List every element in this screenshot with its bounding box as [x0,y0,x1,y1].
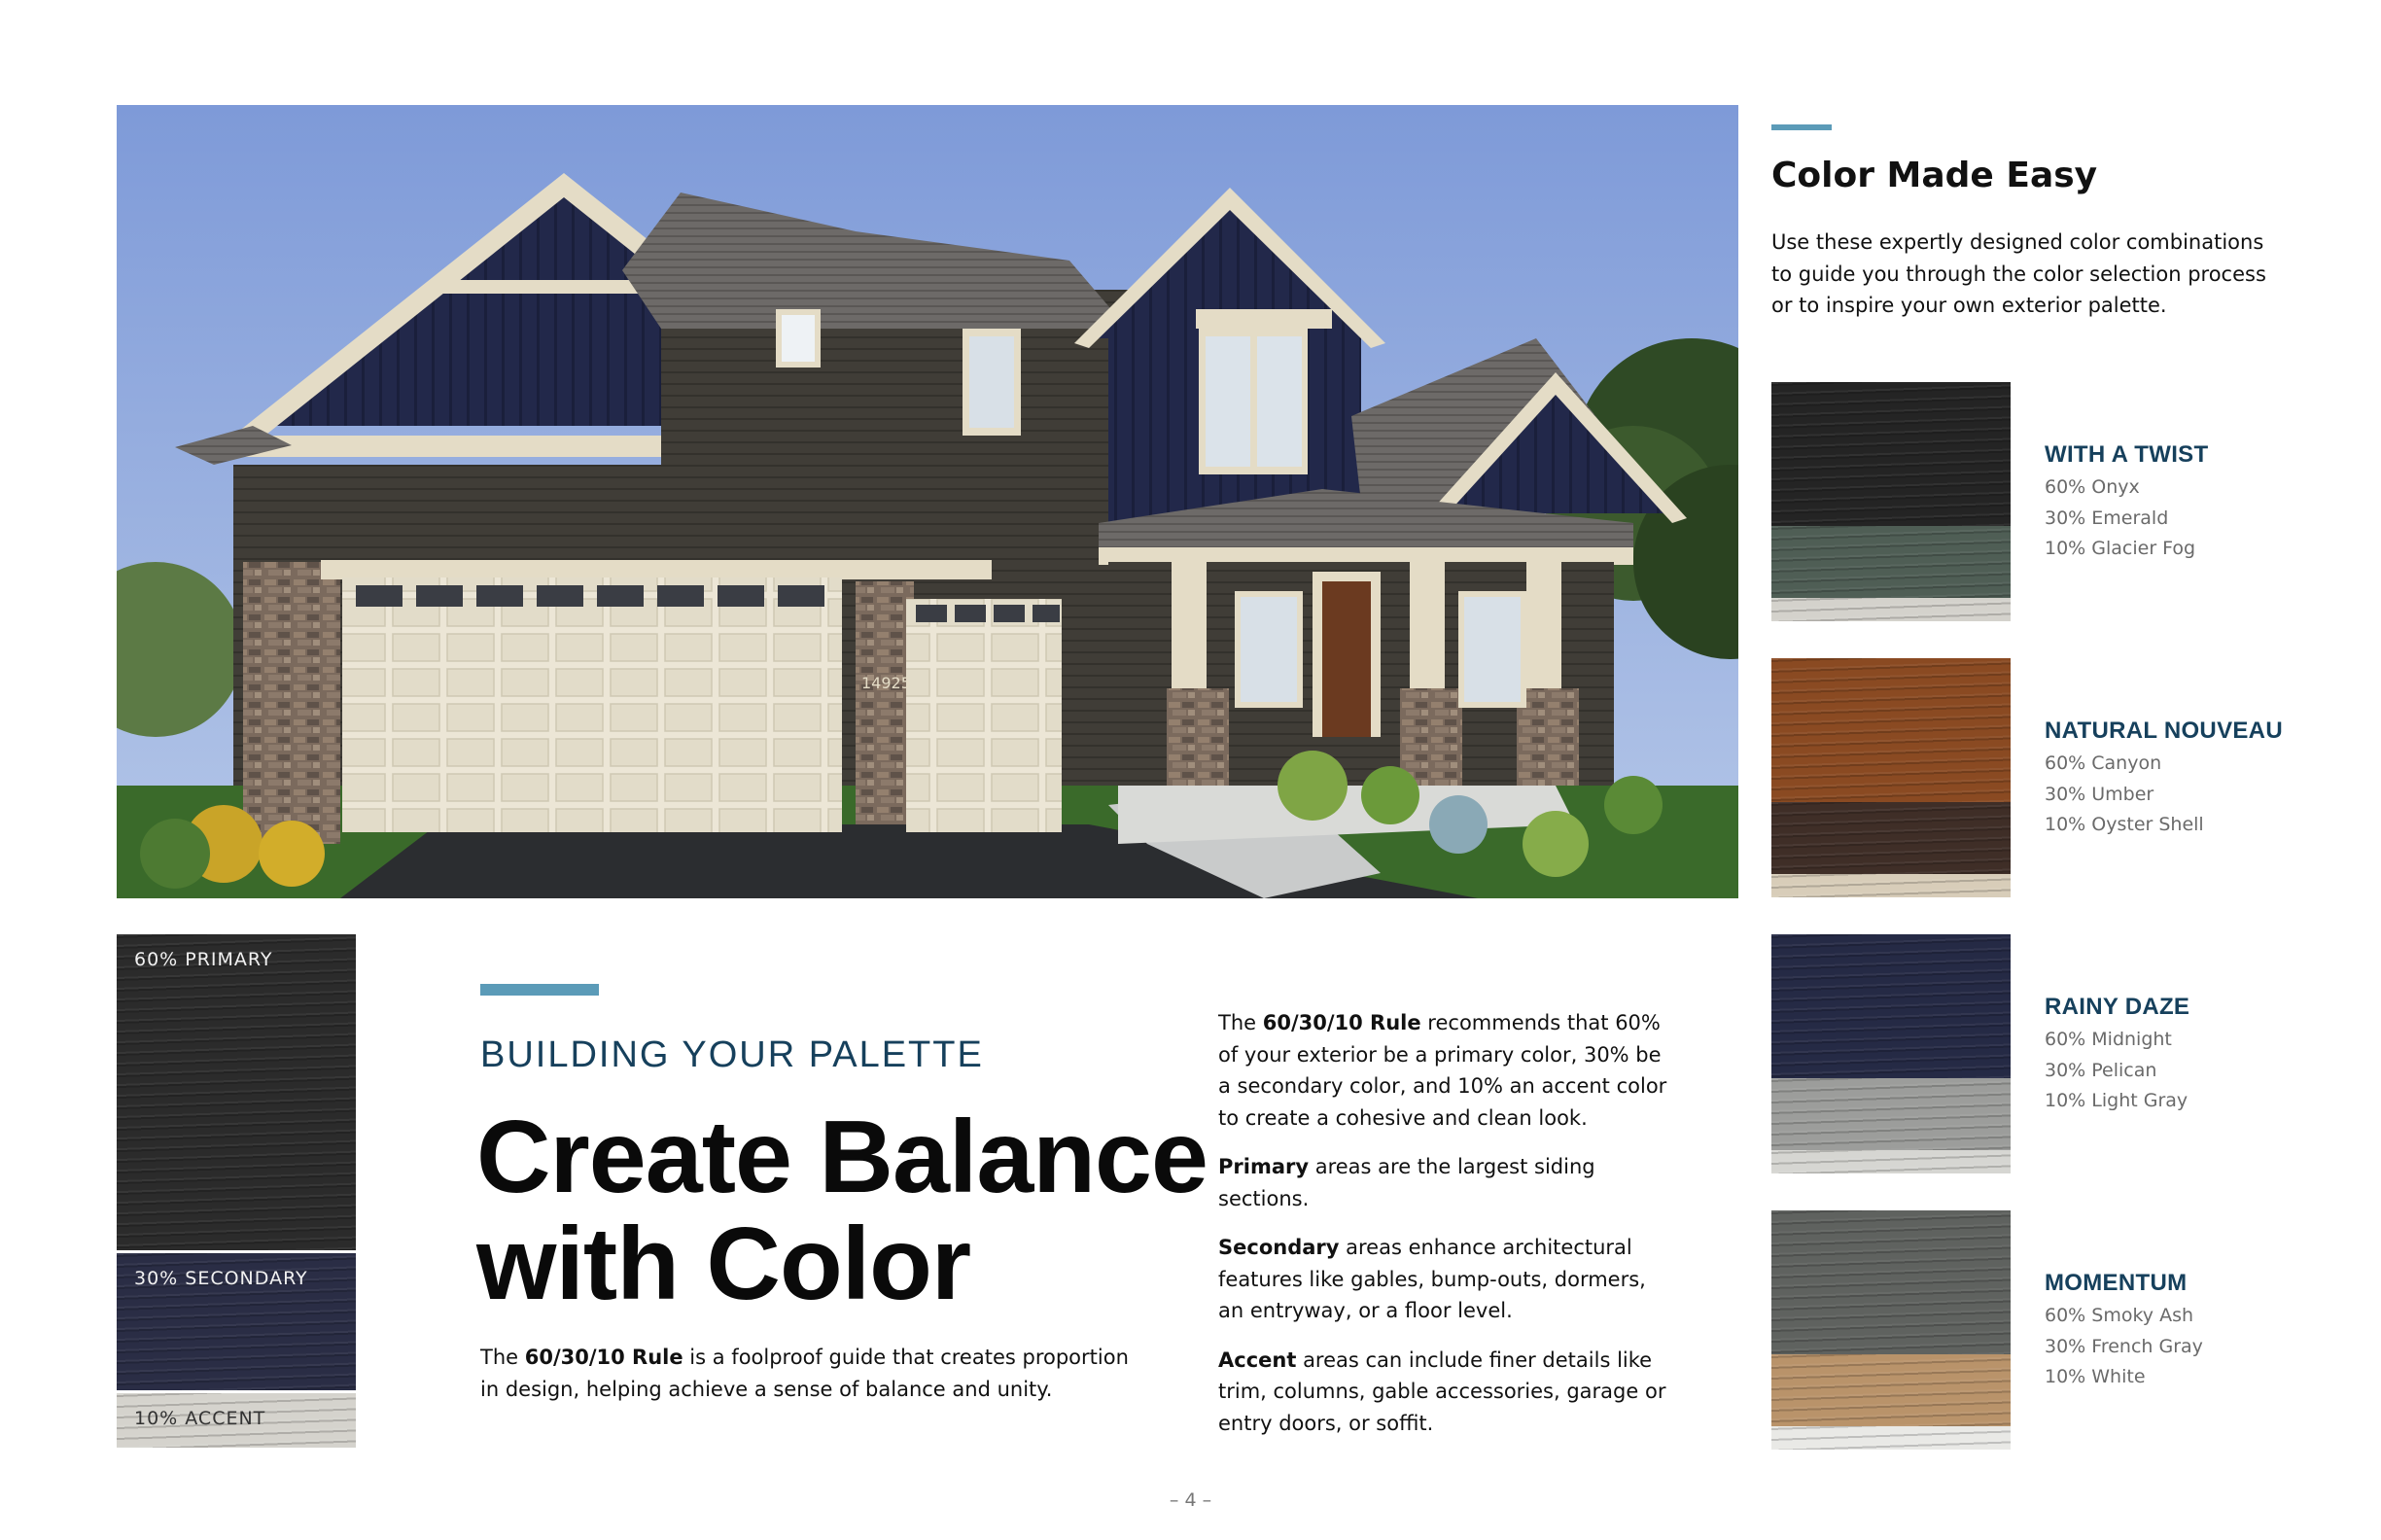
primary-bold: Primary [1218,1155,1310,1178]
accent-rest: areas can include finer details like trim, columns, gable accessories, garage or entry doors, or soffit. [1218,1348,1666,1435]
accent-bold: Accent [1218,1348,1297,1372]
sample-accent-label: 10% ACCENT [134,1408,266,1429]
combo-with-a-twist [2045,441,2365,565]
swatch-secondary-band [1771,1354,2011,1426]
intro-prefix: The [480,1346,525,1369]
combo-name: RAINY DAZE [2045,994,2190,1020]
combo-secondary: 30% Emerald [2045,507,2169,529]
secondary-rest: areas enhance architectural features like gables, bump-outs, dormers, an entryway, or a floor level. [1218,1236,1646,1322]
combo-accent: 10% Oyster Shell [2045,814,2204,835]
sample-secondary-label: 30% SECONDARY [134,1268,308,1289]
section-eyebrow: BUILDING YOUR PALETTE [480,1034,984,1075]
swatch-primary-band [1771,382,2011,526]
swatch-accent-band [1771,1150,2011,1173]
swatch-primary-band [1771,934,2011,1078]
swatch-primary-band [1771,658,2011,802]
sample-primary-section [117,934,356,1250]
combo-primary: 60% Canyon [2045,752,2162,774]
page-title-line-2: with Color [476,1207,971,1321]
primary-paragraph [1218,1151,1675,1214]
combo-primary: 60% Onyx [2045,476,2140,498]
house-illustration [117,105,1738,898]
rule-paragraph [1218,1007,1675,1134]
swatch-secondary-band [1771,1078,2011,1150]
intro-rest: is a foolproof guide that creates proportion in design, helping achieve a sense of balance and unity. [480,1346,1129,1401]
rule-prefix: The [1218,1011,1263,1034]
sample-primary-label: 60% PRIMARY [134,949,273,970]
swatch-accent-band [1771,1426,2011,1450]
middle-accent-bar [480,984,599,996]
combo-primary: 60% Midnight [2045,1029,2172,1050]
swatch-accent-band [1771,874,2011,897]
combo-momentum [2045,1270,2365,1393]
swatch-momentum [1771,1210,2011,1450]
combo-name: MOMENTUM [2045,1270,2188,1296]
house-number: 14925 [861,674,911,692]
combo-accent: 10% Light Gray [2045,1090,2188,1111]
primary-rest: areas are the largest siding sections. [1218,1155,1595,1210]
swatch-with-a-twist [1771,382,2011,621]
rule-explanation [1218,1007,1675,1456]
swatch-secondary-band [1771,526,2011,598]
page-number: – 4 – [1169,1489,1212,1511]
combo-rainy-daze [2045,994,2365,1117]
combo-natural-nouveau [2045,718,2365,841]
secondary-bold: Secondary [1218,1236,1340,1259]
combo-accent: 10% Glacier Fog [2045,538,2196,559]
combo-accent: 10% White [2045,1366,2146,1387]
intro-rule-bold: 60/30/10 Rule [524,1346,683,1369]
rule-rest: recommends that 60% of your exterior be a primary color, 30% be a secondary color, and 10% an accent color to create a cohesive and clean look. [1218,1011,1667,1130]
intro-paragraph [480,1342,1141,1405]
accent-paragraph [1218,1345,1675,1440]
siding-sample-strip [117,934,356,1448]
rule-bold: 60/30/10 Rule [1262,1011,1421,1034]
swatch-accent-band [1771,598,2011,621]
right-intro: Use these expertly designed color combinations to guide you through the color selection process or to inspire your own exterior palette. [1771,230,2266,317]
swatch-natural-nouveau [1771,658,2011,897]
house-photo [117,105,1738,898]
combo-secondary: 30% Pelican [2045,1059,2157,1081]
right-accent-bar [1771,124,1832,130]
combo-secondary: 30% Umber [2045,783,2154,805]
page-title-line-1: Create Balance [476,1100,1208,1214]
combo-name: NATURAL NOUVEAU [2045,718,2283,744]
swatch-rainy-daze [1771,934,2011,1173]
combo-primary: 60% Smoky Ash [2045,1305,2194,1326]
page-title [476,1100,1208,1321]
secondary-paragraph [1218,1232,1675,1327]
swatch-secondary-band [1771,802,2011,874]
combo-secondary: 30% French Gray [2045,1335,2203,1357]
right-heading: Color Made Easy [1771,156,2098,195]
swatch-primary-band [1771,1210,2011,1354]
combo-name: WITH A TWIST [2045,441,2209,468]
